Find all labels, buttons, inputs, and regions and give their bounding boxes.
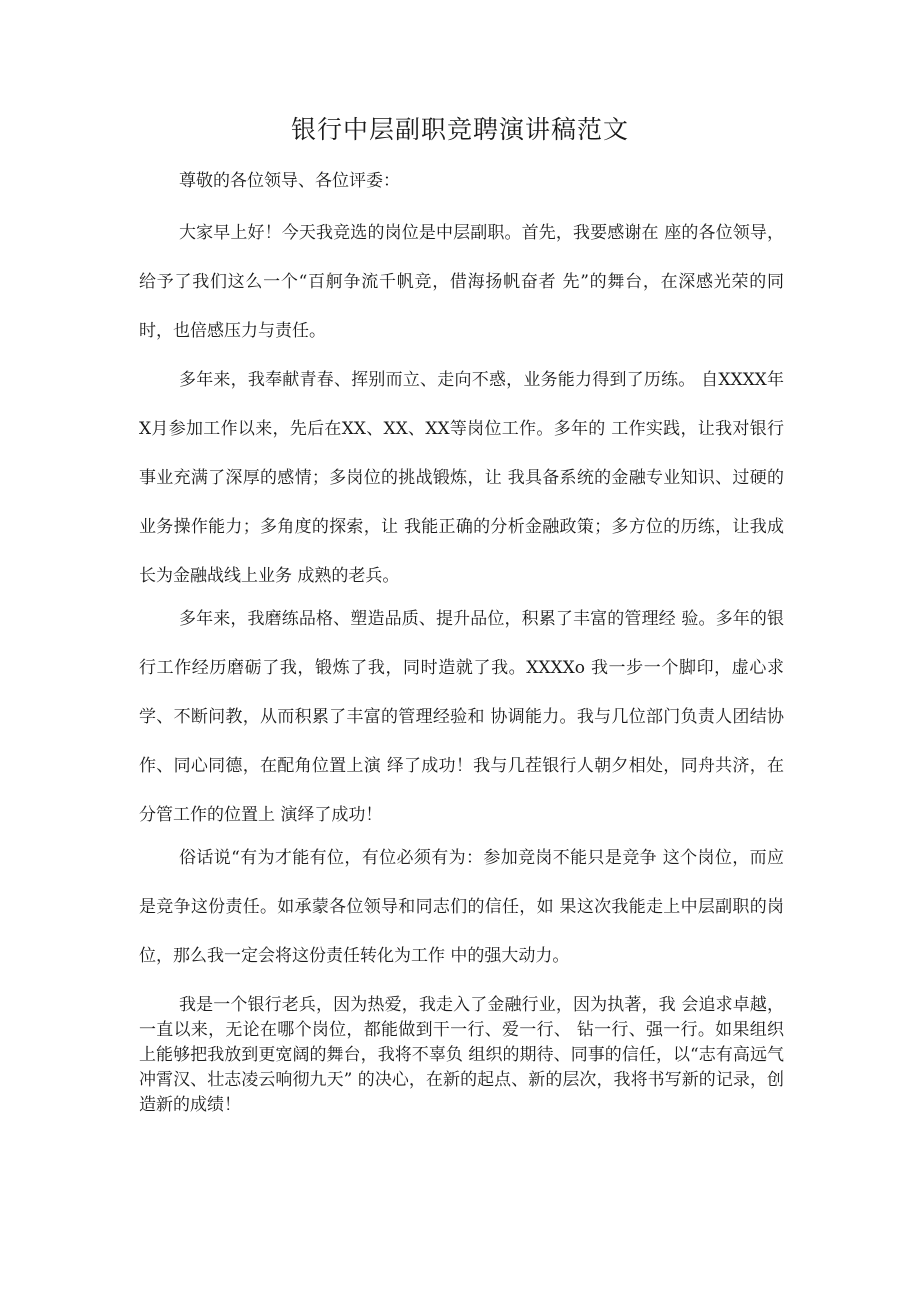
document-title: 银行中层副职竞聘演讲稿范文 bbox=[290, 115, 629, 144]
paragraph-4: 俗话说“有为才能有位，有位必须有为：参加竞岗不能只是竞争 这个岗位，而应是竞争这份责任。如承蒙各位领导和同志们的信任，如 果这次我能走上中层副职的岗位，那么我一定会将这份责任转化为工作 中的强大动力。 bbox=[139, 848, 784, 966]
paragraph-3: 多年来，我磨练品格、塑造品质、提升品位，积累了丰富的管理经 验。多年的银行工作经历磨砺了我，锻炼了我，同时造就了我。XXXXo 我一步一个脚印，虚心求学、不断问教，从而积累了丰富的管理经验和 协调能力。我与几位部门负责人团结协作、同心同德，在配角位置上演 绎了成功！我与几茬银行人朝夕相处，同舟共济，在分管工作的位置上 演绎了成功！ bbox=[139, 609, 784, 825]
paragraph-2: 多年来，我奉献青春、挥别而立、走向不惑，业务能力得到了历练。 自XXXX年X月参加工作以来，先后在XX、XX、XX等岗位工作。多年的 工作实践，让我对银行事业充满了深厚的感情；多岗位的挑战锻炼，让 我具备系统的金融专业知识、过硬的业务操作能力；多角度的探索，让 我能正确的分析金融政策；多方位的历练，让我成长为金融战线上业务 成熟的老兵。 bbox=[139, 370, 784, 586]
greeting: 尊敬的各位领导、各位评委： bbox=[179, 171, 400, 191]
paragraph-1: 大家早上好！今天我竞选的岗位是中层副职。首先，我要感谢在 座的各位领导，给予了我们这么一个“百舸争流千帆竞，借海扬帆奋者 先”的舞台，在深感光荣的同时，也倍感压力与责任。 bbox=[139, 223, 784, 341]
paragraph-5: 我是一个银行老兵，因为热爱，我走入了金融行业，因为执著，我 会追求卓越，一直以来，无论在哪个岗位，都能做到干一行、爱一行、 钻一行、强一行。如果组织上能够把我放到更宽阔的舞台，我将不辜负 组织的期待、同事的信任，以“志有高远气冲霄汉、壮志凌云响彻九天” 的决心，在新的起点、新的层次，我将书写新的记录，创造新的成绩！ bbox=[139, 995, 784, 1115]
